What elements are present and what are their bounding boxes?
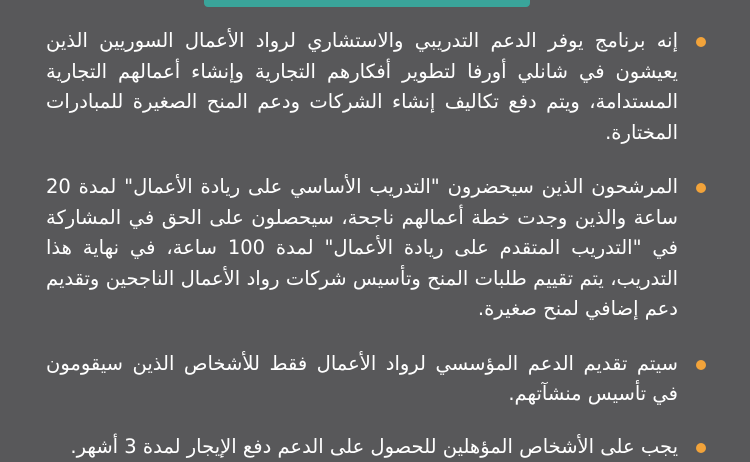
top-banner — [204, 0, 530, 7]
orange-bullet-dot-icon — [696, 37, 706, 47]
orange-bullet-dot-icon — [696, 360, 706, 370]
list-item-text: سيتم تقديم الدعم المؤسسي لرواد الأعمال فقط للأشخاص الذين سيقومون في تأسيس منشآتهم. — [46, 352, 678, 406]
list-item — [46, 26, 706, 148]
info-bullet-list — [46, 26, 706, 462]
orange-bullet-dot-icon — [696, 443, 706, 453]
list-item — [46, 432, 706, 462]
list-item — [46, 349, 706, 410]
list-item-text: إنه برنامج يوفر الدعم التدريبي والاستشاري لرواد الأعمال السوريين الذين يعيشون في شانلي أورفا لتطوير أفكارهم التجارية وإنشاء أعمالهم التجارية المستدامة، ويتم دفع تكاليف إنشاء الشركات ودعم المنح الصغيرة للمبادرات المختارة. — [46, 29, 678, 144]
list-item-text: يجب على الأشخاص المؤهلين للحصول على الدعم دفع الإيجار لمدة 3 أشهر. — [70, 435, 678, 458]
orange-bullet-dot-icon — [696, 183, 706, 193]
list-item-text: المرشحون الذين سيحضرون "التدريب الأساسي على ريادة الأعمال" لمدة 20 ساعة والذين وجدت خطة أعمالهم ناجحة، سيحصلون على الحق في المشاركة في "التدريب المتقدم على ريادة الأعمال" لمدة 100 ساعة، في نهاية هذا التدريب، يتم تقييم طلبات المنح وتأسيس شركات رواد الأعمال الناجحين وتقديم دعم إضافي لمنح صغيرة. — [46, 175, 678, 320]
list-item — [46, 172, 706, 325]
